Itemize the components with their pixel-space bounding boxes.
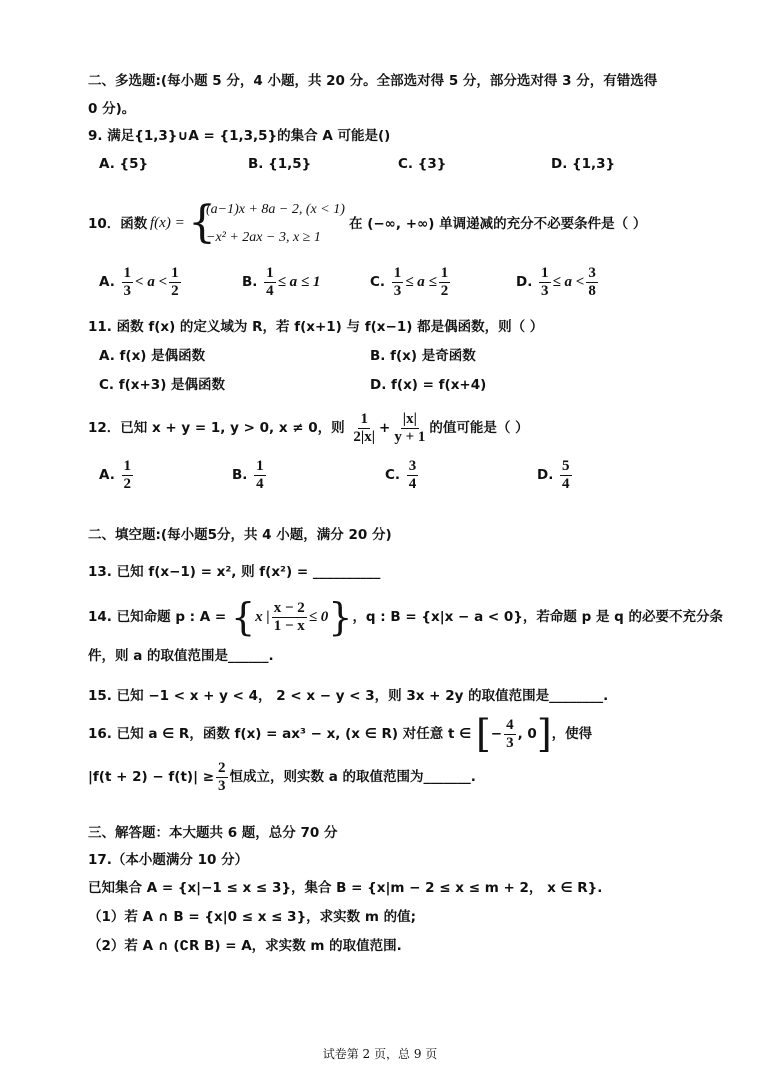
section-title-multi-choice: 二、多选题:(每小题 5 分，4 小题，共 20 分。全部选对得 5 分，部分选对得 3 分，有错选得 <box>88 73 658 89</box>
q10-option-a: A. $\frac{1}{3}$ < a < $\frac{1}{2}$ <box>99 264 179 299</box>
q11-option-c: C. f(x+3) 是偶函数 <box>99 377 226 393</box>
q9-option-d: D. {1,3} <box>551 156 616 172</box>
q12-option-d: D. $\frac{5}{4}$ <box>537 457 570 492</box>
q12-option-c: C. $\frac{3}{4}$ <box>385 457 417 492</box>
q9-option-a: A. {5} <box>99 156 149 172</box>
q10-fx: f(x) = <box>150 215 185 231</box>
q10-case1: (a−1)x + 8a − 2, (x < 1) <box>206 202 345 217</box>
q10-option-c: C. $\frac{1}{3}$ ≤ a ≤ $\frac{1}{2}$ <box>370 264 449 299</box>
q17-part2: （2）若 A ∩ (∁R B) = A，求实数 m 的取值范围. <box>88 938 402 954</box>
page-footer: 试卷第 2 页，总 9 页 <box>322 1047 438 1061</box>
q15-text: 15. 已知 −1 < x + y < 4， 2 < x − y < 3，则 3x + 2y 的取值范围是________. <box>88 688 609 704</box>
q10-tail: 在 (−∞, +∞) 单调递减的充分不必要条件是（ ） <box>349 216 647 232</box>
q16-line1: 16. 已知 a ∈ R，函数 f(x) = ax³ − x, (x ∈ R) 对任意 t ∈ [− $\frac{4}{3}$ , 0]，使得 <box>88 712 593 756</box>
q9-option-c: C. {3} <box>398 156 447 172</box>
q10-option-d: D. $\frac{1}{3}$ ≤ a < $\frac{3}{8}$ <box>516 264 596 299</box>
q10-brace: { <box>188 197 216 248</box>
q10-case2: −x² + 2ax − 3, x ≥ 1 <box>206 230 321 245</box>
q12-option-a: A. $\frac{1}{2}$ <box>99 457 132 492</box>
q11-option-a: A. f(x) 是偶函数 <box>99 348 206 364</box>
q11-option-d: D. f(x) = f(x+4) <box>370 377 487 393</box>
q14-line2: 件，则 a 的取值范围是______. <box>88 648 274 664</box>
q16-line2: |f(t + 2) − f(t)| ≥ $\frac{2}{3}$ 恒成立，则实数 a 的取值范围为_______. <box>88 759 476 794</box>
q14-line1: 14. 已知命题 p : A = {x | $\frac{x - 2}{1 - x}$ ≤ 0}，q : B = {x|x − a < 0}，若命题 p 是 q 的必要不充分条 <box>88 595 724 639</box>
q11-stem: 11. 函数 f(x) 的定义域为 R，若 f(x+1) 与 f(x−1) 都是偶函数，则（ ） <box>88 319 544 335</box>
q12-stem: 12．已知 x + y = 1, y > 0, x ≠ 0，则 $\frac{1}{2|x|}$ + $\frac{|x|}{y + 1}$ 的值可能是（ ） <box>88 410 529 445</box>
section-title-solutions: 三、解答题：本大题共 6 题，总分 70 分 <box>88 825 338 841</box>
q13-text: 13. 已知 f(x−1) = x², 则 f(x²) = __________ <box>88 564 381 580</box>
q10-option-b: B. $\frac{1}{4}$ ≤ a ≤ 1 <box>242 264 321 299</box>
q10-lead: 10．函数 <box>88 216 148 232</box>
q11-option-b: B. f(x) 是奇函数 <box>370 348 476 364</box>
q12-option-b: B. $\frac{1}{4}$ <box>232 457 264 492</box>
section-title-fill-blank: 二、填空题:(每小题5分，共 4 小题，满分 20 分) <box>88 527 392 543</box>
q9-stem: 9. 满足{1,3}∪A = {1,3,5}的集合 A 可能是() <box>88 128 391 144</box>
q17-part1: （1）若 A ∩ B = {x|0 ≤ x ≤ 3}，求实数 m 的值; <box>88 909 417 925</box>
q17-line1: 已知集合 A = {x|−1 ≤ x ≤ 3}，集合 B = {x|m − 2 ≤ x ≤ m + 2， x ∈ R}. <box>88 880 603 896</box>
q17-stem: 17.（本小题满分 10 分） <box>88 852 249 868</box>
section-title-multi-choice-cont: 0 分)。 <box>88 101 136 117</box>
q9-option-b: B. {1,5} <box>248 156 312 172</box>
